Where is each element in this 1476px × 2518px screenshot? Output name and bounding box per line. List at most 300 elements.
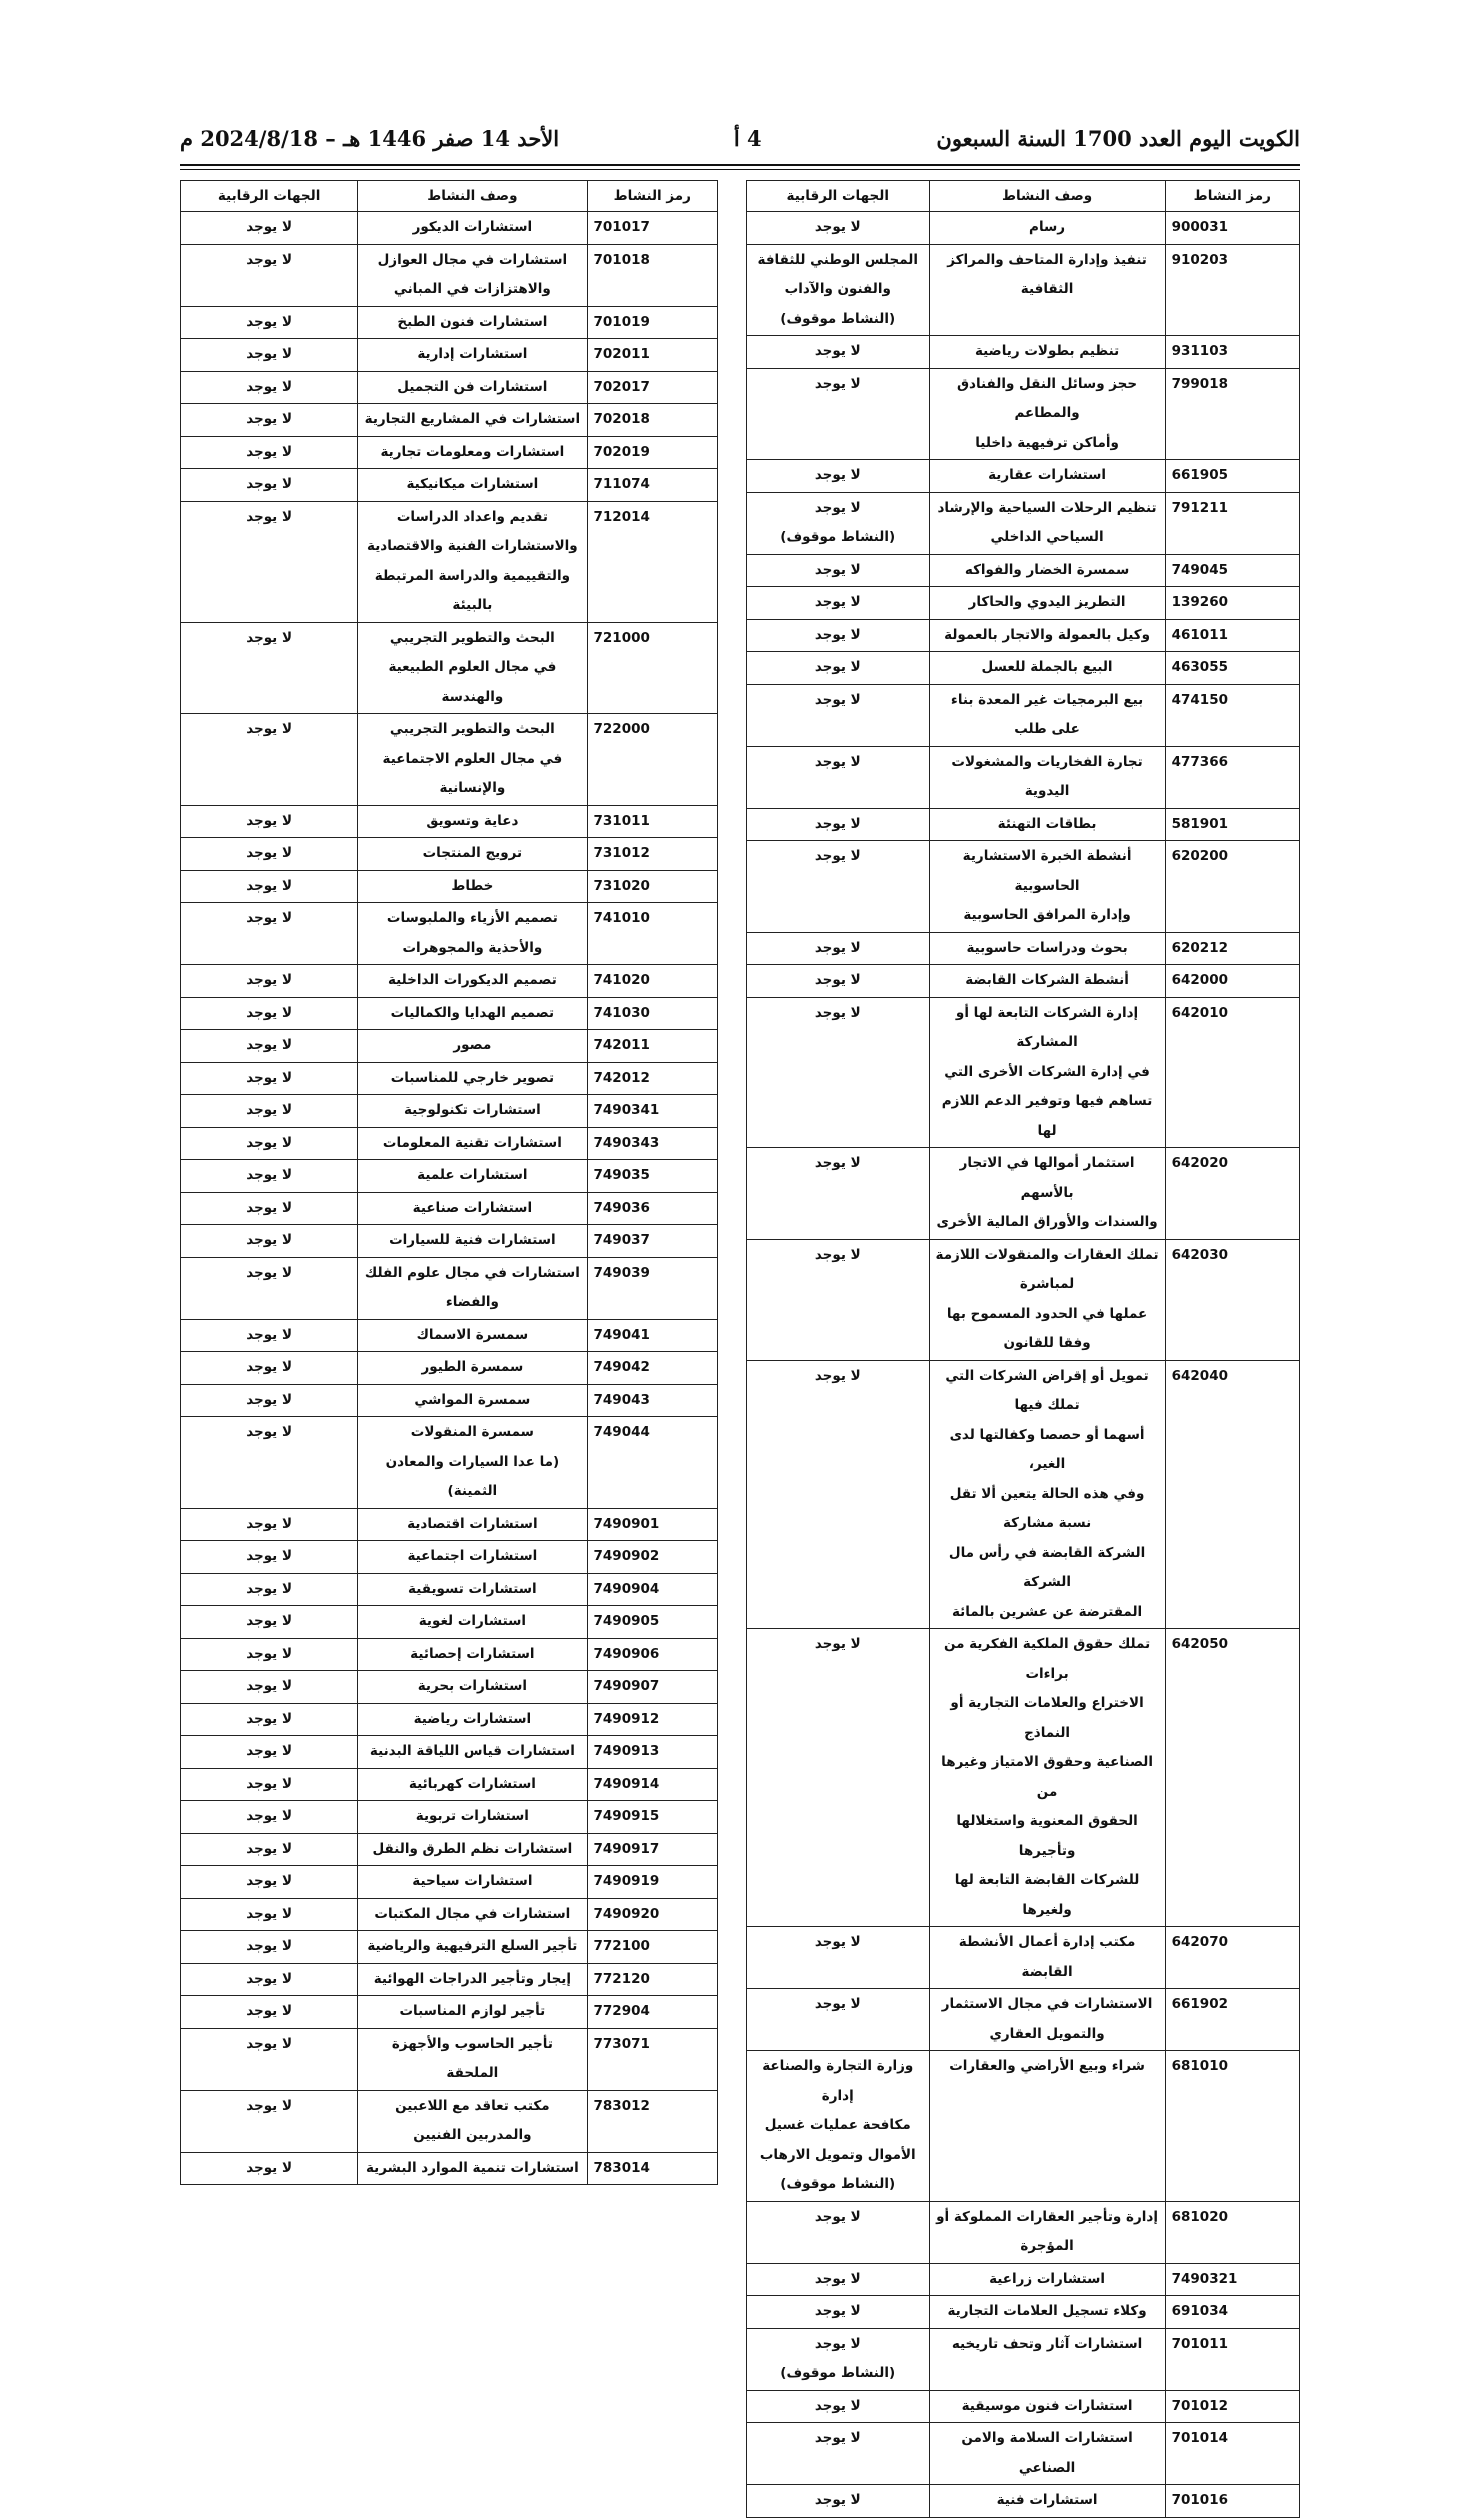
regulatory-authority: لا يوجد: [747, 2263, 930, 2296]
activity-code: 749036: [587, 1192, 717, 1225]
activity-code: 642050: [1165, 1629, 1299, 1927]
regulatory-authority: لا يوجد: [181, 1160, 358, 1193]
activity-description: استشارات اجتماعية: [358, 1541, 587, 1574]
table-row: [181, 870, 718, 903]
col-header-auth: الجهات الرقابية: [747, 181, 930, 212]
activity-code: 749042: [587, 1352, 717, 1385]
activity-description: البيع بالجملة للعسل: [929, 652, 1165, 685]
table-row: [181, 1866, 718, 1899]
activity-description: سمسرة الخضار والفواكه: [929, 554, 1165, 587]
regulatory-authority: لا يوجد: [181, 2152, 358, 2185]
activity-code: 642020: [1165, 1148, 1299, 1240]
activity-code: 773071: [587, 2028, 717, 2090]
regulatory-authority: لا يوجد: [181, 371, 358, 404]
activity-code: 799018: [1165, 368, 1299, 460]
table-row: [181, 244, 718, 306]
regulatory-authority: لا يوجد: [181, 1127, 358, 1160]
regulatory-authority: لا يوجد: [181, 501, 358, 622]
regulatory-authority: لا يوجد: [181, 404, 358, 437]
page-header: [180, 118, 1300, 158]
regulatory-authority: لا يوجد: [181, 1768, 358, 1801]
activity-description: استشارات علمية: [358, 1160, 587, 1193]
activity-description: إيجار وتأجير الدراجات الهوائية: [358, 1963, 587, 1996]
activity-description: استشارات رياضية: [358, 1703, 587, 1736]
regulatory-authority: لا يوجد: [181, 714, 358, 806]
table-row: [181, 1257, 718, 1319]
table-row: [181, 436, 718, 469]
regulatory-authority: لا يوجد: [747, 965, 930, 998]
regulatory-authority: لا يوجد: [181, 622, 358, 714]
activity-code: 702017: [587, 371, 717, 404]
table-row: [181, 1225, 718, 1258]
activity-description: استشارات قياس اللياقة البدنية: [358, 1736, 587, 1769]
table-row: [181, 838, 718, 871]
table-row: [747, 746, 1300, 808]
regulatory-authority: لا يوجد: [747, 1927, 930, 1989]
regulatory-authority: لا يوجد: [747, 1239, 930, 1360]
table-row: [747, 932, 1300, 965]
activity-code: 620212: [1165, 932, 1299, 965]
regulatory-authority: لا يوجد: [747, 587, 930, 620]
table-row: [181, 1095, 718, 1128]
activity-code: 783012: [587, 2090, 717, 2152]
regulatory-authority: لا يوجد: [181, 339, 358, 372]
table-row: [181, 622, 718, 714]
regulatory-authority: لا يوجد: [181, 306, 358, 339]
activity-code: 7490321: [1165, 2263, 1299, 2296]
table-row: [181, 2152, 718, 2185]
activity-code: 661905: [1165, 460, 1299, 493]
activity-description: استشارات الديكور: [358, 212, 587, 245]
activity-code: 791211: [1165, 492, 1299, 554]
activity-code: 7490901: [587, 1508, 717, 1541]
table-row: [747, 997, 1300, 1148]
regulatory-authority: لا يوجد: [747, 212, 930, 245]
activity-code: 910203: [1165, 244, 1299, 336]
regulatory-authority: لا يوجد: [181, 1963, 358, 1996]
activity-description: مكتب إدارة أعمال الأنشطة القابضة: [929, 1927, 1165, 1989]
table-row: [181, 1417, 718, 1509]
activity-description: تملك العقارات والمنقولات اللازمة لمباشرة عملها في الحدود المسموح بها وفقا للقانون: [929, 1239, 1165, 1360]
activity-description: استشارات فنية للسيارات: [358, 1225, 587, 1258]
table-row: [181, 1703, 718, 1736]
activity-code: 741030: [587, 997, 717, 1030]
table-row: [181, 805, 718, 838]
regulatory-authority: لا يوجد: [181, 1192, 358, 1225]
activity-description: إدارة الشركات التابعة لها أو المشاركة في إدارة الشركات الأخرى التي تساهم فيها وتوفير الدعم اللازم لها: [929, 997, 1165, 1148]
regulatory-authority: لا يوجد: [181, 870, 358, 903]
activity-description: تملك حقوق الملكية الفكرية من براءات الاختراع والعلامات التجارية أو النماذج الصناعية وحقوق الامتياز وغيرها من الحقوق المعنوية واستغلالها وتأجيرها للشركات القابضة التابعة لها ولغيرها: [929, 1629, 1165, 1927]
table-row: [181, 1898, 718, 1931]
regulatory-authority: لا يوجد: [181, 1736, 358, 1769]
activities-table-left: [180, 180, 718, 2185]
regulatory-authority: لا يوجد: [181, 1833, 358, 1866]
activity-description: استشارات فنون الطبخ: [358, 306, 587, 339]
activity-description: تمويل أو إقراض الشركات التي تملك فيها أسهما أو حصصا وكفالتها لدى الغير، وفي هذه الحالة يتعين ألا تقل نسبة مشاركة الشركة القابضة في رأس مال الشركة المقترضة عن عشرين بالمائة: [929, 1360, 1165, 1629]
header-rule-thin: [180, 169, 1300, 170]
table-row: [747, 244, 1300, 336]
col-header-code: رمز النشاط: [587, 181, 717, 212]
activity-description: تصميم الديكورات الداخلية: [358, 965, 587, 998]
regulatory-authority: لا يوجد: [747, 2201, 930, 2263]
regulatory-authority: لا يوجد: [181, 212, 358, 245]
regulatory-authority: لا يوجد: [747, 808, 930, 841]
activity-description: وكلاء تسجيل العلامات التجارية: [929, 2296, 1165, 2329]
table-row: [747, 368, 1300, 460]
activity-description: استشارات كهربائية: [358, 1768, 587, 1801]
table-row: [747, 1629, 1300, 1927]
regulatory-authority: لا يوجد: [181, 1225, 358, 1258]
activity-description: البحث والتطوير التجريبي في مجال العلوم الاجتماعية والإنسانية: [358, 714, 587, 806]
activity-code: 722000: [587, 714, 717, 806]
table-row: [181, 339, 718, 372]
table-row: [181, 1768, 718, 1801]
activity-code: 7490907: [587, 1671, 717, 1704]
table-row: [181, 1319, 718, 1352]
activity-description: استشارات تقنية المعلومات: [358, 1127, 587, 1160]
activity-description: سمسرة المواشي: [358, 1384, 587, 1417]
activity-description: تأجير الحاسوب والأجهزة الملحقة: [358, 2028, 587, 2090]
activity-code: 7490919: [587, 1866, 717, 1899]
activity-description: سمسرة الطيور: [358, 1352, 587, 1385]
activity-code: 731011: [587, 805, 717, 838]
regulatory-authority: لا يوجد: [747, 460, 930, 493]
activity-description: وكيل بالعمولة والاتجار بالعمولة: [929, 619, 1165, 652]
activity-code: 701012: [1165, 2390, 1299, 2423]
activity-description: تنظيم الرحلات السياحية والإرشاد السياحي الداخلي: [929, 492, 1165, 554]
table-row: [747, 619, 1300, 652]
activity-code: 749041: [587, 1319, 717, 1352]
activity-code: 749039: [587, 1257, 717, 1319]
table-row: [747, 212, 1300, 245]
regulatory-authority: لا يوجد: [181, 1384, 358, 1417]
activity-description: البحث والتطوير التجريبي في مجال العلوم الطبيعية والهندسة: [358, 622, 587, 714]
activity-code: 642070: [1165, 1927, 1299, 1989]
table-row: [181, 1127, 718, 1160]
table-row: [747, 2263, 1300, 2296]
regulatory-authority: لا يوجد: [747, 368, 930, 460]
activity-code: 701016: [1165, 2485, 1299, 2518]
table-row: [181, 1963, 718, 1996]
activity-description: مكتب تعاقد مع اللاعبين والمدربين الفنيين: [358, 2090, 587, 2152]
activity-code: 7490915: [587, 1801, 717, 1834]
activity-code: 749045: [1165, 554, 1299, 587]
activity-description: استثمار أموالها في الاتجار بالأسهم والسندات والأوراق المالية الأخرى: [929, 1148, 1165, 1240]
regulatory-authority: لا يوجد: [181, 1352, 358, 1385]
table-row: [181, 1352, 718, 1385]
regulatory-authority: لا يوجد (النشاط موقوف): [747, 2328, 930, 2390]
table-row: [181, 1030, 718, 1063]
activity-description: استشارات فن التجميل: [358, 371, 587, 404]
table-row: [181, 1833, 718, 1866]
table-row: [181, 404, 718, 437]
activity-code: 642010: [1165, 997, 1299, 1148]
table-row: [747, 2485, 1300, 2518]
activity-description: استشارات تسويقية: [358, 1573, 587, 1606]
activity-code: 642040: [1165, 1360, 1299, 1629]
table-row: [181, 1384, 718, 1417]
regulatory-authority: لا يوجد: [747, 652, 930, 685]
activity-description: استشارات عقارية: [929, 460, 1165, 493]
table-row: [747, 652, 1300, 685]
table-row: [747, 336, 1300, 369]
activity-description: رسام: [929, 212, 1165, 245]
activity-code: 701018: [587, 244, 717, 306]
activity-code: 7490904: [587, 1573, 717, 1606]
table-row: [747, 2390, 1300, 2423]
activities-table-right: [746, 180, 1300, 2518]
table-row: [181, 1062, 718, 1095]
activity-code: 749043: [587, 1384, 717, 1417]
activity-description: استشارات بحرية: [358, 1671, 587, 1704]
regulatory-authority: لا يوجد: [181, 1573, 358, 1606]
activity-description: بحوث ودراسات حاسوبية: [929, 932, 1165, 965]
regulatory-authority: لا يوجد: [181, 1095, 358, 1128]
regulatory-authority: لا يوجد: [747, 841, 930, 933]
activity-code: 749037: [587, 1225, 717, 1258]
activity-description: ترويج المنتجات: [358, 838, 587, 871]
table-row: [181, 2028, 718, 2090]
table-row: [747, 554, 1300, 587]
activity-code: 702019: [587, 436, 717, 469]
activity-code: 702018: [587, 404, 717, 437]
regulatory-authority: لا يوجد: [747, 2390, 930, 2423]
activity-code: 701014: [1165, 2423, 1299, 2485]
table-row: [181, 1931, 718, 1964]
activity-description: استشارات إحصائية: [358, 1638, 587, 1671]
regulatory-authority: لا يوجد: [747, 684, 930, 746]
table-row: [181, 1801, 718, 1834]
header-rule: [180, 164, 1300, 166]
table-row: [747, 1989, 1300, 2051]
activity-description: استشارات في مجال المكتبات: [358, 1898, 587, 1931]
activity-description: استشارات نظم الطرق والنقل: [358, 1833, 587, 1866]
regulatory-authority: لا يوجد: [747, 1989, 930, 2051]
activity-description: تجارة الفخاريات والمشغولات اليدوية: [929, 746, 1165, 808]
table-row: [747, 2051, 1300, 2202]
activity-code: 7490343: [587, 1127, 717, 1160]
table-row: [181, 1192, 718, 1225]
table-row: [181, 1638, 718, 1671]
regulatory-authority: لا يوجد: [747, 1360, 930, 1629]
activity-description: تقديم واعداد الدراسات والاستشارات الفنية والاقتصادية والتقييمية والدراسة المرتبطة بالبيئة: [358, 501, 587, 622]
activity-description: سمسرة الاسماك: [358, 1319, 587, 1352]
activity-code: 7490914: [587, 1768, 717, 1801]
activity-code: 772904: [587, 1996, 717, 2029]
activity-code: 681010: [1165, 2051, 1299, 2202]
regulatory-authority: لا يوجد: [747, 746, 930, 808]
table-row: [181, 469, 718, 502]
activity-description: استشارات ومعلومات تجارية: [358, 436, 587, 469]
activity-code: 702011: [587, 339, 717, 372]
table-row: [747, 2201, 1300, 2263]
regulatory-authority: لا يوجد: [181, 997, 358, 1030]
activity-code: 900031: [1165, 212, 1299, 245]
activity-code: 642030: [1165, 1239, 1299, 1360]
table-row: [181, 1573, 718, 1606]
regulatory-authority: لا يوجد: [181, 965, 358, 998]
activity-description: تأجير السلع الترفيهية والرياضية: [358, 1931, 587, 1964]
table-row: [181, 2090, 718, 2152]
activity-description: استشارات ميكانيكية: [358, 469, 587, 502]
regulatory-authority: لا يوجد: [747, 1148, 930, 1240]
regulatory-authority: لا يوجد: [181, 903, 358, 965]
activity-code: 701017: [587, 212, 717, 245]
activity-description: مصور: [358, 1030, 587, 1063]
activity-code: 741020: [587, 965, 717, 998]
activity-description: تنفيذ وإدارة المتاحف والمراكز الثقافية: [929, 244, 1165, 336]
table-row: [181, 1736, 718, 1769]
activity-description: استشارات إدارية: [358, 339, 587, 372]
activity-description: بطاقات التهنئة: [929, 808, 1165, 841]
activity-code: 661902: [1165, 1989, 1299, 2051]
table-row: [181, 1671, 718, 1704]
regulatory-authority: لا يوجد: [181, 2028, 358, 2090]
activity-code: 681020: [1165, 2201, 1299, 2263]
activity-description: خطاط: [358, 870, 587, 903]
activity-description: استشارات فنية: [929, 2485, 1165, 2518]
activity-code: 461011: [1165, 619, 1299, 652]
regulatory-authority: لا يوجد: [747, 932, 930, 965]
activity-description: استشارات تكنولوجية: [358, 1095, 587, 1128]
activity-code: 772120: [587, 1963, 717, 1996]
regulatory-authority: لا يوجد: [181, 1257, 358, 1319]
col-header-code: رمز النشاط: [1165, 181, 1299, 212]
table-row: [181, 1541, 718, 1574]
activity-description: استشارات سياحية: [358, 1866, 587, 1899]
regulatory-authority: لا يوجد: [181, 1541, 358, 1574]
activity-code: 742011: [587, 1030, 717, 1063]
regulatory-authority: لا يوجد: [181, 1606, 358, 1639]
table-row: [181, 997, 718, 1030]
activity-description: استشارات آثار وتحف تاريخيه: [929, 2328, 1165, 2390]
activity-code: 783014: [587, 2152, 717, 2185]
table-row: [747, 965, 1300, 998]
activity-code: 772100: [587, 1931, 717, 1964]
table-row: [181, 965, 718, 998]
table-row: [181, 1996, 718, 2029]
table-row: [181, 212, 718, 245]
regulatory-authority: لا يوجد (النشاط موقوف): [747, 492, 930, 554]
regulatory-authority: لا يوجد: [181, 1996, 358, 2029]
activity-description: استشارات تربوية: [358, 1801, 587, 1834]
header-gazette-title: الكويت اليوم العدد 1700 السنة السبعون: [936, 125, 1300, 151]
regulatory-authority: لا يوجد: [181, 1801, 358, 1834]
regulatory-authority: المجلس الوطني للثقافة والفنون والآداب (النشاط موقوف): [747, 244, 930, 336]
activity-description: تصميم الأزياء والملبوسات والأحذية والمجوهرات: [358, 903, 587, 965]
activity-description: سمسرة المنقولات (ما عدا السيارات والمعادن الثمينة): [358, 1417, 587, 1509]
activity-description: تأجير لوازم المناسبات: [358, 1996, 587, 2029]
activity-code: 7490902: [587, 1541, 717, 1574]
activity-code: 642000: [1165, 965, 1299, 998]
activity-description: تصوير خارجي للمناسبات: [358, 1062, 587, 1095]
regulatory-authority: لا يوجد: [747, 619, 930, 652]
table-row: [747, 2296, 1300, 2329]
activity-code: 463055: [1165, 652, 1299, 685]
activity-code: 477366: [1165, 746, 1299, 808]
header-date: الأحد 14 صفر 1446 هـ – 2024/8/18 م: [180, 125, 560, 151]
regulatory-authority: لا يوجد: [181, 1703, 358, 1736]
regulatory-authority: لا يوجد: [181, 1508, 358, 1541]
table-row: [747, 1239, 1300, 1360]
activity-description: الاستشارات في مجال الاستثمار والتمويل العقاري: [929, 1989, 1165, 2051]
activity-description: التطريز اليدوي والحاكار: [929, 587, 1165, 620]
regulatory-authority: لا يوجد: [181, 2090, 358, 2152]
activity-code: 712014: [587, 501, 717, 622]
activity-code: 741010: [587, 903, 717, 965]
activity-description: استشارات زراعية: [929, 2263, 1165, 2296]
activity-description: تصميم الهدايا والكماليات: [358, 997, 587, 1030]
table-row: [181, 306, 718, 339]
regulatory-authority: لا يوجد: [181, 1030, 358, 1063]
table-row: [747, 2328, 1300, 2390]
regulatory-authority: لا يوجد: [181, 1671, 358, 1704]
activity-description: دعاية وتسويق: [358, 805, 587, 838]
activity-description: إدارة وتأجير العقارات المملوكة أو المؤجرة: [929, 2201, 1165, 2263]
regulatory-authority: لا يوجد: [747, 2296, 930, 2329]
activity-code: 711074: [587, 469, 717, 502]
regulatory-authority: لا يوجد: [181, 1319, 358, 1352]
regulatory-authority: لا يوجد: [747, 554, 930, 587]
table-row: [181, 1606, 718, 1639]
activity-code: 474150: [1165, 684, 1299, 746]
table-row: [747, 1360, 1300, 1629]
activity-code: 7490906: [587, 1638, 717, 1671]
table-row: [181, 371, 718, 404]
regulatory-authority: وزارة التجارة والصناعة إدارة مكافحة عمليات غسيل الأموال وتمويل الارهاب (النشاط موقوف): [747, 2051, 930, 2202]
activity-code: 731012: [587, 838, 717, 871]
regulatory-authority: لا يوجد: [181, 244, 358, 306]
regulatory-authority: لا يوجد: [747, 997, 930, 1148]
table-row: [747, 841, 1300, 933]
activity-code: 7490913: [587, 1736, 717, 1769]
table-row: [747, 808, 1300, 841]
activity-description: استشارات السلامة والامن الصناعي: [929, 2423, 1165, 2485]
activity-code: 7490917: [587, 1833, 717, 1866]
activity-description: استشارات في مجال العوازل والاهتزازات في المباني: [358, 244, 587, 306]
activity-code: 581901: [1165, 808, 1299, 841]
activity-code: 731020: [587, 870, 717, 903]
activity-code: 139260: [1165, 587, 1299, 620]
regulatory-authority: لا يوجد: [747, 336, 930, 369]
regulatory-authority: لا يوجد: [181, 805, 358, 838]
activity-code: 7490341: [587, 1095, 717, 1128]
activity-code: 721000: [587, 622, 717, 714]
activity-description: شراء وبيع الأراضي والعقارات: [929, 2051, 1165, 2202]
activity-description: حجز وسائل النقل والفنادق والمطاعم وأماكن ترفيهية داخليا: [929, 368, 1165, 460]
activity-code: 7490905: [587, 1606, 717, 1639]
regulatory-authority: لا يوجد: [747, 1629, 930, 1927]
activity-code: 749035: [587, 1160, 717, 1193]
col-header-desc: وصف النشاط: [929, 181, 1165, 212]
header-page-number: 4 أ: [733, 125, 762, 151]
table-row: [747, 1927, 1300, 1989]
activity-code: 742012: [587, 1062, 717, 1095]
activity-description: بيع البرمجيات غير المعدة بناء على طلب: [929, 684, 1165, 746]
regulatory-authority: لا يوجد: [181, 1417, 358, 1509]
table-row: [181, 903, 718, 965]
regulatory-authority: لا يوجد: [181, 1931, 358, 1964]
table-row: [747, 1148, 1300, 1240]
activity-description: أنشطة الشركات القابضة: [929, 965, 1165, 998]
regulatory-authority: لا يوجد: [747, 2423, 930, 2485]
table-row: [747, 492, 1300, 554]
regulatory-authority: لا يوجد: [181, 436, 358, 469]
regulatory-authority: لا يوجد: [181, 1898, 358, 1931]
regulatory-authority: لا يوجد: [181, 1638, 358, 1671]
activity-code: 7490920: [587, 1898, 717, 1931]
activity-description: استشارات لغوية: [358, 1606, 587, 1639]
